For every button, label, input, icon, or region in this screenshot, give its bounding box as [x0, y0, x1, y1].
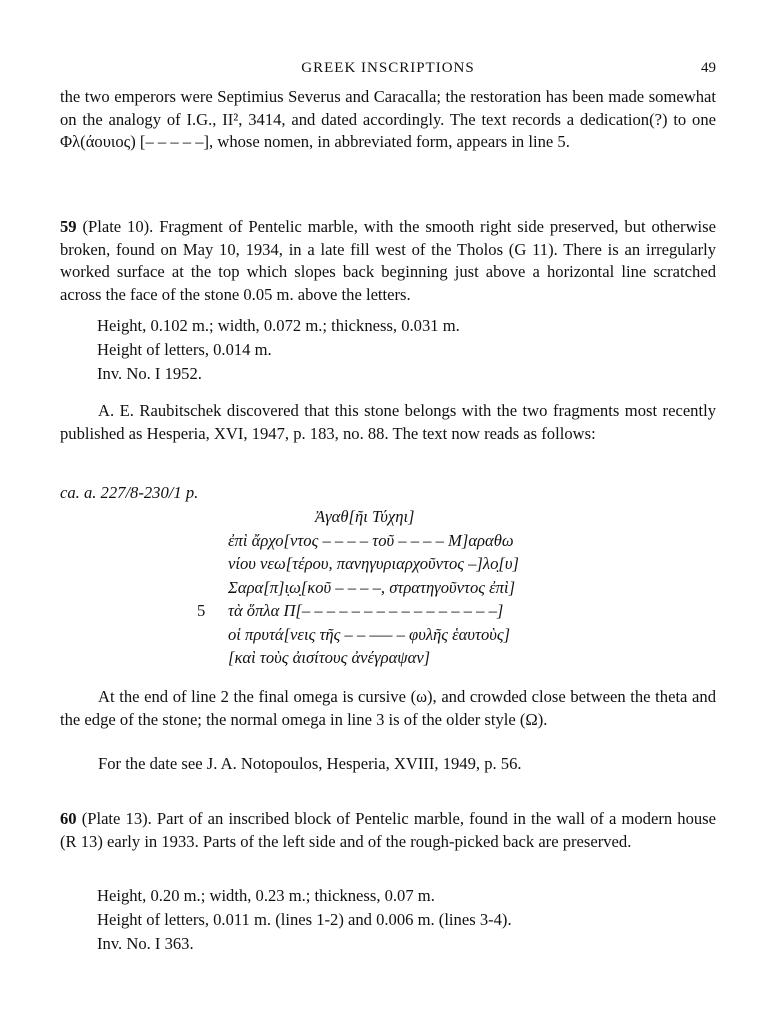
entry-59-description	[60, 216, 716, 306]
inscription-text	[197, 505, 557, 670]
entry-60-number: 60	[60, 809, 77, 828]
entry-60-inventory: Inv. No. I 363.	[97, 934, 194, 953]
running-header	[60, 60, 716, 84]
inscription-line: [καὶ τοὺς ἀισίτους ἀνέγραψαν]	[228, 648, 431, 667]
entry-60-text: (Plate 13). Part of an inscribed block of Pentelic marble, found in the wall of a modern house (R 13) early in 1933. Parts of the left side and of the rough-picked back are preserved.	[60, 809, 716, 851]
entry-60-dimensions: Height, 0.20 m.; width, 0.23 m.; thickness, 0.07 m.	[97, 886, 435, 905]
entry-59-measurements	[97, 314, 460, 386]
inscription-line: ἐπὶ ἄρχο[ντος – – – – τοῦ – – – – Μ]αραθω	[228, 530, 514, 550]
inscription-line: Σαρα[π]ι̣ω̣[κοῦ – – – –, στρατηγοῦντος ἐπὶ]	[228, 577, 516, 597]
entry-59-letter-height: Height of letters, 0.014 m.	[97, 340, 272, 359]
inscription-line: νίου νεω[τέρου, πανηγυριαρχοῦντος –]λο̣[υ]	[228, 554, 519, 573]
entry-59-inventory: Inv. No. I 1952.	[97, 364, 202, 383]
entry-59-note-omega: At the end of line 2 the final omega is cursive (ω), and crowded close between the theta and the edge of the stone; the normal omega in line 3 is of the older style (Ω).	[60, 687, 716, 729]
entry-60-letter-height: Height of letters, 0.011 m. (lines 1-2) and 0.006 m. (lines 3-4).	[97, 910, 512, 929]
entry-60-description	[60, 808, 716, 853]
entry-59-number: 59	[60, 217, 77, 236]
inscription-line: οἱ πρυτά[νεις τῆς – – —– – φυλῆς ἑαυτοὺς]	[228, 624, 511, 644]
intro-paragraph: the two emperors were Septimius Severus and Caracalla; the restoration has been made somewhat on the analogy of I.G., II², 3414, and dated accordingly. The text records a dedication(?) to one Φλ(άουιος) [– – – – –], whose nomen, in abbreviated form, appears in line 5.	[60, 87, 716, 151]
entry-59-dimensions: Height, 0.102 m.; width, 0.072 m.; thickness, 0.031 m.	[97, 316, 460, 335]
inscription-heading: Ἀγαθ[ῆι Τύχηι]	[315, 507, 415, 526]
running-title: GREEK INSCRIPTIONS	[301, 60, 475, 76]
entry-60-measurements	[97, 884, 512, 956]
entry-59-date: ca. a. 227/8-230/1 p.	[60, 483, 199, 502]
inscription-line: τὰ ὅπλα Π[– – – – – – – – – – – – – – – –]	[228, 601, 504, 620]
page-number: 49	[701, 60, 716, 76]
entry-59-discussion: A. E. Raubitschek discovered that this stone belongs with the two fragments most recently published as Hesperia, XVI, 1947, p. 183, no. 88. The text now reads as follows:	[60, 401, 716, 443]
entry-59-note-date: For the date see J. A. Notopoulos, Hesperia, XVIII, 1949, p. 56.	[98, 754, 522, 773]
line-number: 5	[197, 601, 206, 620]
entry-59-text: (Plate 10). Fragment of Pentelic marble, with the smooth right side preserved, but otherwise broken, found on May 10, 1934, in a late fill west of the Tholos (G 11). There is an irregularly worked surface at the top which slopes back beginning just above a horizontal line scratched across the face of the stone 0.05 m. above the letters.	[60, 217, 716, 304]
